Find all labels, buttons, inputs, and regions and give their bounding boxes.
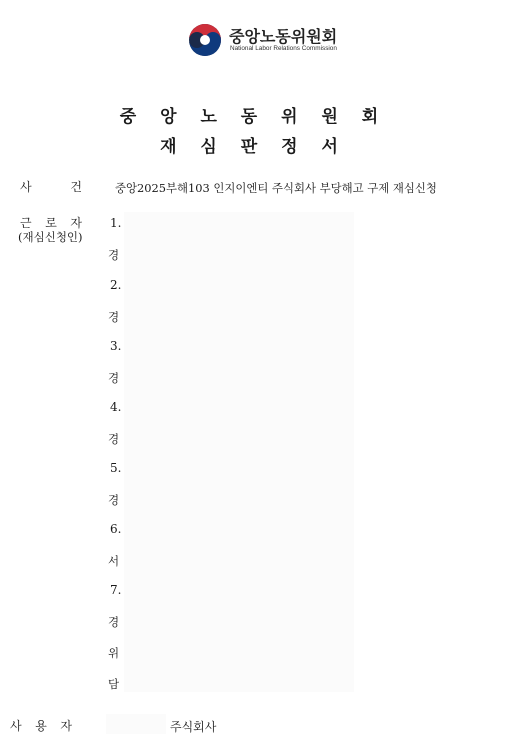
org-name-korean: 중앙노동위원회 — [229, 27, 338, 46]
worker-extra-line: 담 — [108, 677, 120, 691]
worker-entry-number: 1. — [110, 216, 122, 230]
document-title-org: 중 앙 노 동 위 원 회 — [119, 107, 388, 127]
case-label — [20, 178, 82, 195]
worker-entry-address: 경 — [108, 615, 120, 629]
employer-label-char: 자 — [60, 719, 72, 733]
case-label-char: 건 — [70, 180, 82, 194]
case-label-char: 사 — [20, 180, 32, 194]
worker-entry-address: 경 — [108, 310, 120, 324]
worker-entry-number: 7. — [110, 583, 122, 597]
redacted-worker-details — [124, 212, 354, 692]
worker-entry-number: 6. — [110, 522, 122, 536]
employer-value: 주식회사 — [170, 720, 217, 734]
worker-entry-address: 경 — [108, 371, 120, 385]
taegeuk-emblem-icon — [187, 22, 223, 58]
worker-label-char: 로 — [45, 216, 57, 230]
employer-label-char: 사 — [10, 719, 22, 733]
worker-extra-line: 위 — [108, 646, 120, 660]
org-name-english: National Labor Relations Commission — [230, 45, 337, 52]
worker-entry-address: 경 — [108, 432, 120, 446]
worker-entry-number: 2. — [110, 278, 122, 292]
commission-logo — [187, 22, 357, 58]
redacted-employer-name — [106, 714, 166, 734]
case-value: 중앙2025부해103 인지이엔티 주식회사 부당해고 구제 재심신청 — [115, 181, 437, 195]
worker-entry-number: 3. — [110, 339, 122, 353]
worker-label-char: 자 — [70, 216, 82, 230]
worker-label-char: 근 — [20, 216, 32, 230]
employer-label — [10, 717, 72, 734]
worker-sub-label: (재심신청인) — [18, 230, 83, 244]
worker-entry-address: 서 — [108, 554, 120, 568]
document-title: 재 심 판 정 서 — [160, 137, 347, 157]
worker-entry-address: 경 — [108, 493, 120, 507]
worker-entry-address: 경 — [108, 248, 120, 262]
worker-entry-number: 4. — [110, 400, 122, 414]
worker-entry-number: 5. — [110, 461, 122, 475]
employer-label-char: 용 — [35, 719, 47, 733]
